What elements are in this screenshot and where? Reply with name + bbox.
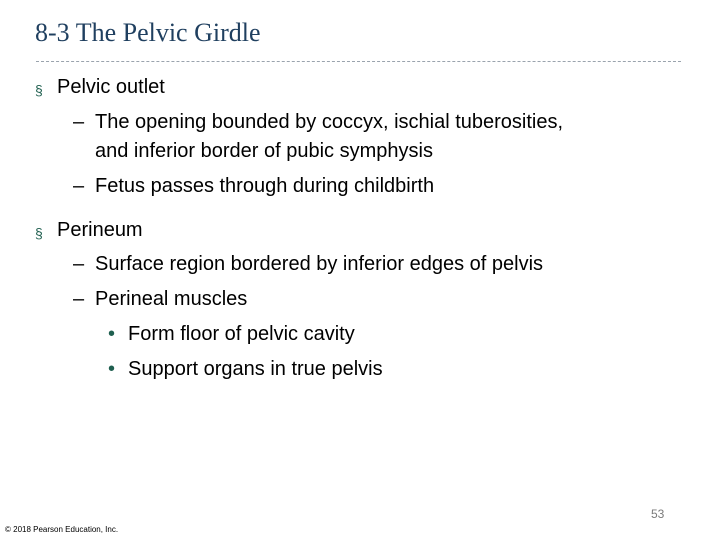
dash-bullet-icon: – bbox=[73, 111, 85, 133]
bullet-text: Pelvic outlet bbox=[57, 76, 165, 98]
sub-bullet-surface-region bbox=[73, 252, 544, 276]
title-divider bbox=[36, 61, 681, 62]
sub-bullet-opening bbox=[73, 110, 564, 134]
bullet-pelvic-outlet bbox=[35, 75, 165, 99]
slide-title: 8-3 The Pelvic Girdle bbox=[35, 18, 261, 47]
section-bullet-icon: § bbox=[35, 225, 43, 241]
page-number: 53 bbox=[651, 507, 665, 521]
bullet-text: and inferior border of pubic symphysis bbox=[95, 140, 433, 162]
sub-bullet-fetus bbox=[73, 174, 435, 198]
bullet-perineum bbox=[35, 218, 143, 242]
dot-bullet-icon: • bbox=[108, 323, 116, 345]
bullet-text: The opening bounded by coccyx, ischial tuberosities, bbox=[95, 111, 564, 133]
sub-bullet-perineal-muscles bbox=[73, 287, 248, 311]
sub-sub-bullet-support bbox=[108, 357, 383, 381]
dash-bullet-icon: – bbox=[73, 253, 85, 275]
bullet-text: Perineum bbox=[57, 219, 143, 241]
bullet-text: Form floor of pelvic cavity bbox=[128, 323, 355, 345]
sub-sub-bullet-floor bbox=[108, 322, 355, 346]
dot-bullet-icon: • bbox=[108, 358, 116, 380]
copyright-notice: © 2018 Pearson Education, Inc. bbox=[5, 525, 119, 534]
section-bullet-icon: § bbox=[35, 82, 43, 98]
bullet-text: Perineal muscles bbox=[95, 288, 248, 310]
dash-bullet-icon: – bbox=[73, 288, 85, 310]
bullet-text: Support organs in true pelvis bbox=[128, 358, 383, 380]
bullet-text: Surface region bordered by inferior edges of pelvis bbox=[95, 253, 544, 275]
sub-bullet-opening-continued bbox=[95, 139, 433, 163]
bullet-text: Fetus passes through during childbirth bbox=[95, 175, 435, 197]
dash-bullet-icon: – bbox=[73, 175, 85, 197]
